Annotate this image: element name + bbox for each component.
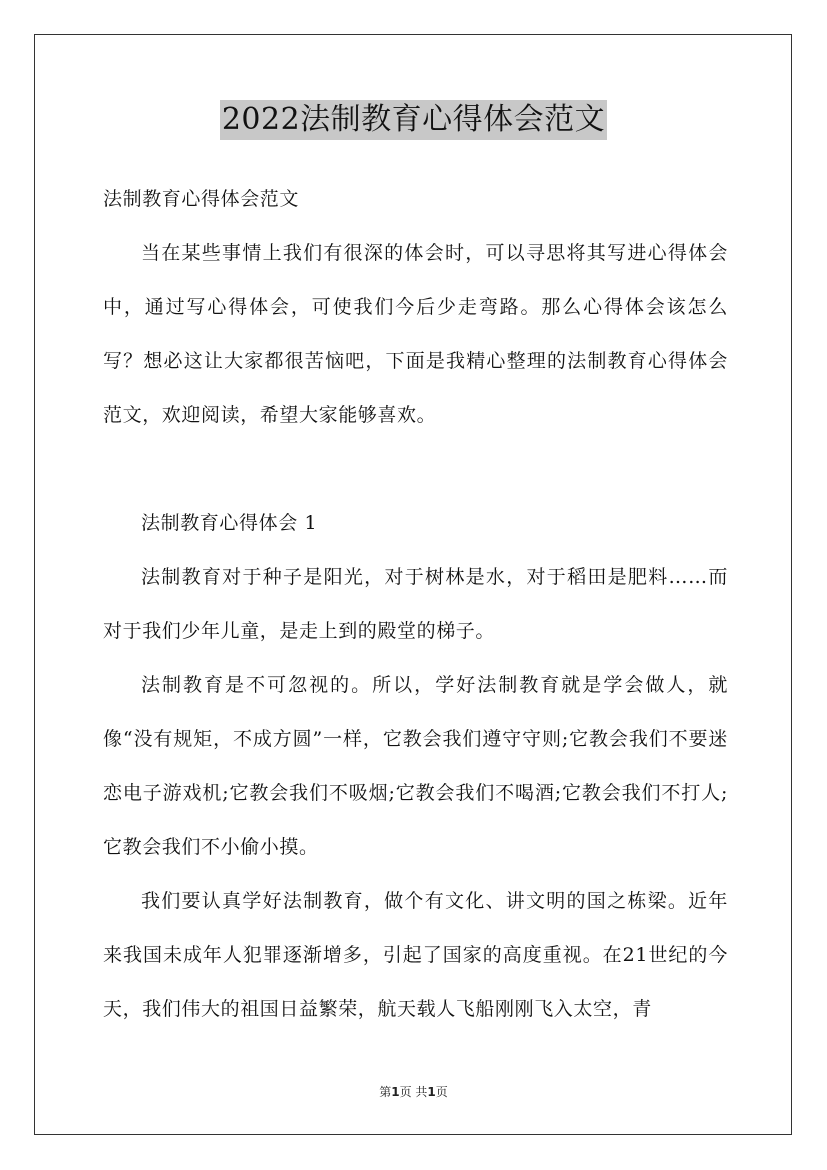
body-paragraph-2: 法制教育是不可忽视的。所以，学好法制教育就是学会做人，就像“没有规矩，不成方圆”一样，它教会我们遵守守则;它教会我们不要迷恋电子游戏机;它教会我们不吸烟;它教会我们不喝酒;它教会我们不打人;它教会我们不小偷小摸。 bbox=[103, 674, 728, 858]
page-footer bbox=[0, 1083, 827, 1100]
document-title: 2022法制教育心得体会范文 bbox=[220, 100, 607, 140]
document-subtitle: 法制教育心得体会范文 bbox=[103, 188, 300, 210]
intro-paragraph: 当在某些事情上我们有很深的体会时，可以寻思将其写进心得体会中，通过写心得体会，可使我们今后少走弯路。那么心得体会该怎么写？想必这让大家都很苦恼吧，下面是我精心整理的法制教育心得体会范文，欢迎阅读，希望大家能够喜欢。 bbox=[103, 242, 728, 426]
footer-page-current: 1 bbox=[391, 1085, 400, 1099]
footer-page-suffix: 页 bbox=[435, 1085, 448, 1099]
section-heading: 法制教育心得体会 1 bbox=[141, 512, 318, 534]
footer-page-total: 1 bbox=[427, 1085, 436, 1099]
blank-line bbox=[103, 442, 728, 496]
body-paragraph-3: 我们要认真学好法制教育，做个有文化、讲文明的国之栋梁。近年来我国未成年人犯罪逐渐增多，引起了国家的高度重视。在21世纪的今天，我们伟大的祖国日益繁荣，航天载人飞船刚刚飞入太空，青 bbox=[103, 890, 728, 1020]
document-body bbox=[103, 172, 728, 1036]
body-paragraph-1: 法制教育对于种子是阳光，对于树林是水，对于稻田是肥料……而对于我们少年儿童，是走上到的殿堂的梯子。 bbox=[103, 566, 728, 642]
title-container bbox=[0, 100, 827, 140]
footer-page-mid: 页 共 bbox=[399, 1085, 428, 1099]
footer-page-prefix: 第 bbox=[379, 1085, 392, 1099]
